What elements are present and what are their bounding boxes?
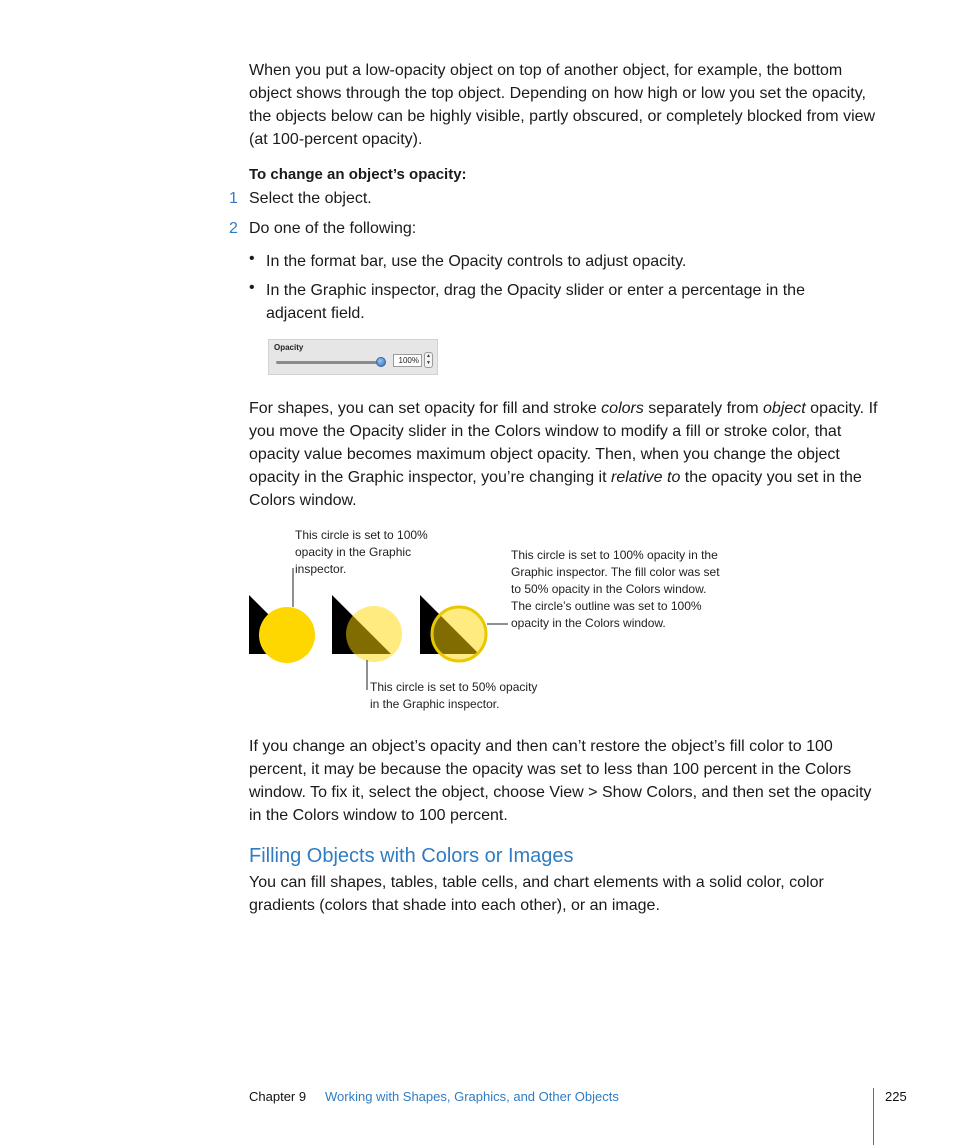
stepper-up-icon[interactable]: ▲	[426, 353, 431, 359]
step-text: Select the object.	[249, 190, 372, 207]
opacity-stepper[interactable]	[424, 352, 433, 368]
opacity-label: Opacity	[274, 343, 304, 352]
bullet-item: In the Graphic inspector, drag the Opacity slider or enter a percentage in the adjacent field.	[266, 282, 805, 322]
text-run: the opacity you set in the Colors window.	[249, 469, 862, 509]
bullet-marker: •	[249, 250, 255, 267]
text-run: For shapes, you can set opacity for fill and stroke	[249, 400, 602, 417]
bullet-item: In the format bar, use the Opacity controls to adjust opacity.	[266, 253, 687, 270]
section-heading: Filling Objects with Colors or Images	[249, 845, 574, 867]
footer-divider	[873, 1088, 874, 1145]
task-heading: To change an object’s opacity:	[249, 166, 467, 183]
circle-full-opacity	[259, 607, 315, 663]
circle-half-opacity	[346, 606, 402, 662]
callout-3: This circle is set to 50% opacity in the Graphic inspector.	[370, 680, 538, 711]
footer-chapter-title[interactable]: Working with Shapes, Graphics, and Other Objects	[325, 1089, 619, 1104]
opacity-slider-track[interactable]	[276, 361, 384, 364]
section-paragraph: You can fill shapes, tables, table cells, and chart elements with a solid color, color gradients (colors that shade into each other), or an image.	[249, 874, 824, 914]
italic-relative-to: relative to	[610, 469, 681, 486]
callout-1: This circle is set to 100% opacity in the Graphic inspector.	[295, 528, 428, 576]
text-run: opacity. If you move the Opacity slider in the Colors window to modify a fill or stroke color, that opacity value becomes maximum object opacity. Then, when you change the object opacity in the Graphic inspector, you’re changing it	[249, 400, 878, 486]
step-number: 1	[229, 190, 238, 207]
circle-half-fill-outline	[432, 607, 486, 661]
italic-object: object	[763, 400, 806, 417]
opacity-figure	[0, 520, 954, 720]
intro-paragraph: When you put a low-opacity object on top of another object, for example, the bottom object shows through the top object. Depending on how high or low you set the opacity, the objects below can be highly visible, partly obscured, or completely blocked from view (at 100-percent opacity).	[249, 62, 876, 148]
callout-2: This circle is set to 100% opacity in the Graphic inspector. The fill color was set to 50% opacity in the Colors window. The circle’s outline was set to 100% opacity in the Colors window.	[511, 548, 720, 630]
footer-chapter: Chapter 9	[249, 1089, 307, 1104]
opacity-slider-thumb[interactable]	[376, 357, 386, 367]
page-number: 225	[885, 1089, 907, 1104]
step-number: 2	[229, 220, 238, 237]
italic-colors: colors	[601, 400, 644, 417]
restore-paragraph: If you change an object’s opacity and then can’t restore the object’s fill color to 100 percent, it may be because the opacity was set to less than 100 percent in the Colors window. To fix it, select the object, choose View > Show Colors, and then set the opacity in the Colors window to 100 percent.	[249, 738, 872, 824]
step-text: Do one of the following:	[249, 220, 417, 237]
opacity-value-field[interactable]: 100%	[393, 354, 422, 367]
bullet-marker: •	[249, 279, 255, 296]
text-run: separately from	[643, 400, 764, 417]
stepper-down-icon[interactable]: ▼	[426, 360, 431, 366]
opacity-control	[268, 339, 438, 375]
shapes-paragraph	[249, 397, 879, 512]
